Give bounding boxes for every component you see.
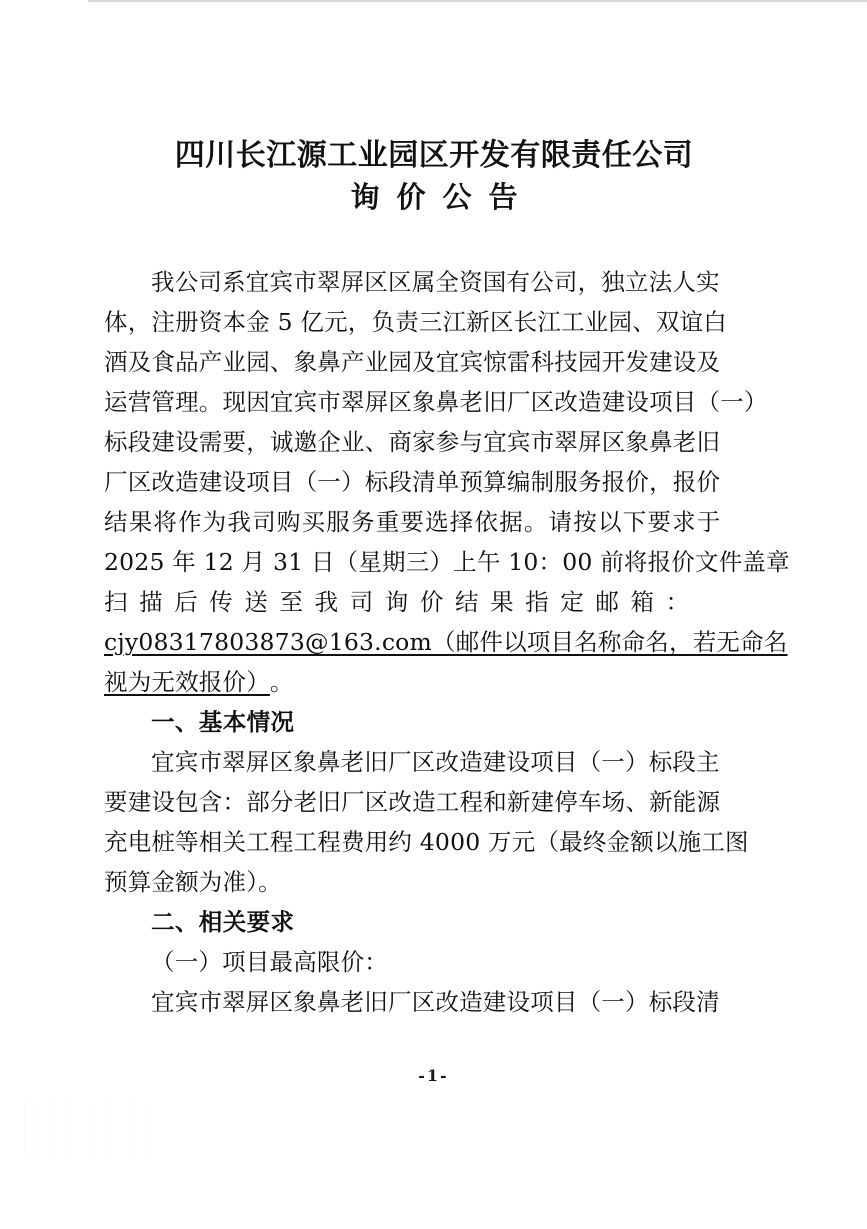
section-heading-line: 二、相关要求	[151, 908, 295, 936]
body-line: 体，注册资本金 5 亿元，负责三江新区长江工业园、双谊白	[104, 308, 727, 336]
body-line: （一）项目最高限价：	[151, 948, 388, 976]
body-line: 预算金额为准）。	[104, 868, 282, 896]
document-body	[104, 262, 790, 1022]
body-line: 要建设包含：部分老旧厂区改造工程和新建停车场、新能源	[104, 788, 721, 816]
body-line: 结果将作为我司购买服务重要选择依据。请按以下要求于	[104, 508, 722, 536]
body-line: 我公司系宜宾市翠屏区区属全资国有公司，独立法人实	[151, 268, 720, 296]
body-line: 厂区改造建设项目（一）标段清单预算编制服务报价，报价	[104, 468, 721, 496]
body-line: 视为无效报价）。	[104, 662, 764, 702]
body-line: 标段建设需要，诚邀企业、商家参与宜宾市翠屏区象鼻老旧	[104, 428, 721, 456]
body-line: 扫描后传送至我司询价结果指定邮箱：	[104, 588, 701, 616]
document-content	[104, 0, 790, 1022]
body-line: 2025 年 12 月 31 日（星期三）上午 10：00 前将报价文件盖章	[104, 548, 790, 576]
body-line: cjy08317803873@163.com（邮件以项目名称命名，若无命名	[104, 628, 788, 656]
scan-band-artifact	[24, 1100, 184, 1158]
body-line: 酒及食品产业园、象鼻产业园及宜宾惊雷科技园开发建设及	[104, 348, 721, 376]
document-subtitle: 询价公告	[350, 180, 535, 214]
line-tail-punctuation: 。	[269, 668, 294, 696]
body-line: 宜宾市翠屏区象鼻老旧厂区改造建设项目（一）标段清	[151, 988, 720, 1016]
section-heading-line: 一、基本情况	[151, 708, 295, 736]
body-line: 充电桩等相关工程工程费用约 4000 万元（最终金额以施工图	[104, 828, 749, 856]
document-title: 四川长江源工业园区开发有限责任公司	[174, 138, 694, 173]
page-number: -1-	[418, 1066, 449, 1085]
body-line: 运营管理。现因宜宾市翠屏区象鼻老旧厂区改造建设项目（一）	[104, 388, 768, 416]
body-line: 宜宾市翠屏区象鼻老旧厂区改造建设项目（一）标段主	[151, 748, 720, 776]
